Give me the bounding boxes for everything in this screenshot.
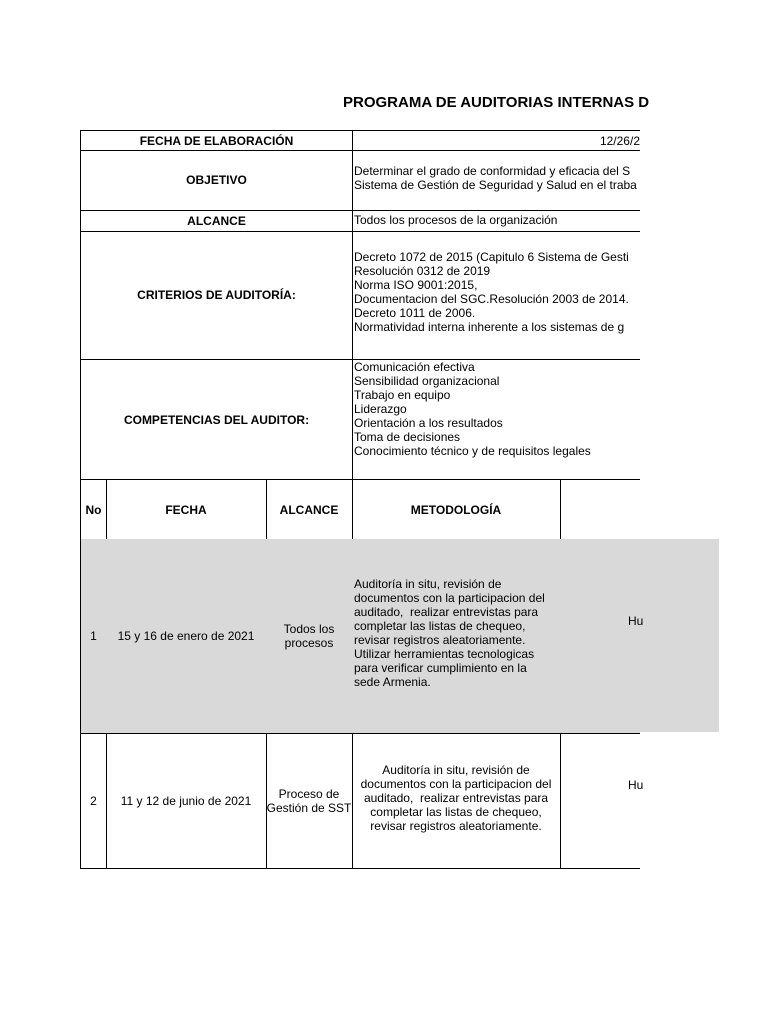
objetivo-label: OBJETIVO	[80, 150, 353, 211]
col-header-alcance: ALCANCE	[266, 479, 353, 540]
col-header-metodologia: METODOLOGÍA	[352, 479, 561, 540]
objetivo-text: Determinar el grado de conformidad y eficacia del S Sistema de Gestión de Seguridad y Salud en el traba	[352, 150, 640, 211]
col-header-no: No	[80, 479, 107, 540]
row-1-metodologia: Auditoría in situ, revisión de documentos con la participacion del auditado, realizar entrevistas para completar las listas de chequeo, revisar registros aleatoriamente. Utilizar herramientas tecnologicas para verificar cumplimiento en la sede Armenia.	[352, 539, 561, 734]
fecha-elaboracion-value: 12/26/2	[352, 130, 640, 151]
row-1-no: 1	[80, 539, 107, 734]
row-1-fecha: 15 y 16 de enero de 2021	[106, 539, 267, 734]
row-2-next: Hu	[560, 733, 640, 869]
col-header-fecha: FECHA	[106, 479, 267, 540]
row-2-alcance: Proceso de Gestión de SST	[266, 733, 353, 869]
row-2-metodologia: Auditoría in situ, revisión de documentos con la participacion del auditado, realizar entrevistas para completar las listas de chequeo, revisar registros aleatoriamente.	[352, 733, 561, 869]
criterios-text: Decreto 1072 de 2015 (Capitulo 6 Sistema de Gesti Resolución 0312 de 2019 Norma ISO 9001:2015, Documentacion del SGC.Resolución 2003 de 2014. Decreto 1011 de 2006. Normatividad interna inherente a los sistemas de g	[352, 231, 640, 360]
competencias-label: COMPETENCIAS DEL AUDITOR:	[80, 359, 353, 480]
row-2-fecha: 11 y 12 de junio de 2021	[106, 733, 267, 869]
competencias-text: Comunicación efectiva Sensibilidad organizacional Trabajo en equipo Liderazgo Orientación a los resultados Toma de decisiones Conocimiento técnico y de requisitos legales	[354, 360, 591, 458]
row-2-no: 2	[80, 733, 107, 869]
col-header-next	[560, 479, 640, 540]
alcance-label: ALCANCE	[80, 210, 353, 232]
page-title: PROGRAMA DE AUDITORIAS INTERNAS D	[343, 94, 650, 111]
row-1-alcance: Todos los procesos	[266, 539, 353, 734]
row-1-next: Hu	[560, 539, 640, 734]
fecha-elaboracion-label: FECHA DE ELABORACIÓN	[80, 130, 353, 151]
alcance-text: Todos los procesos de la organización	[352, 210, 640, 232]
criterios-label: CRITERIOS DE AUDITORÍA:	[80, 231, 353, 360]
